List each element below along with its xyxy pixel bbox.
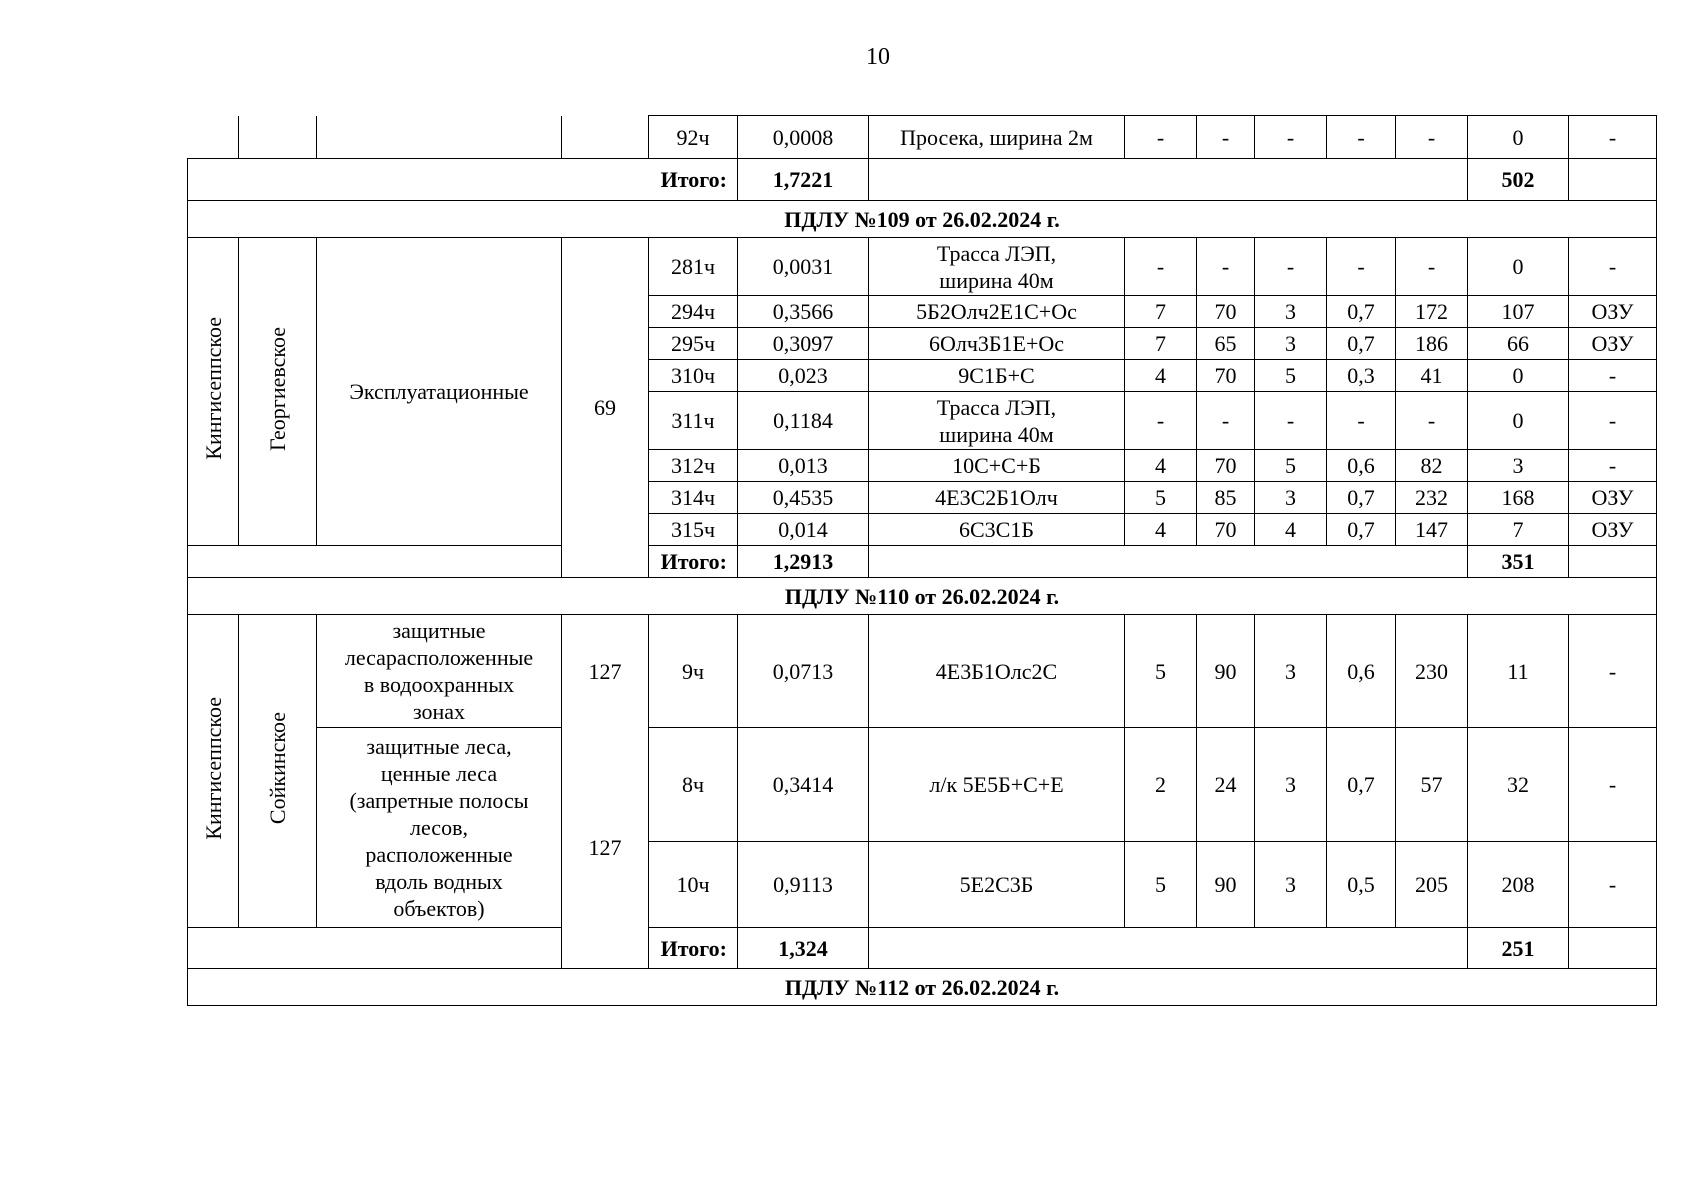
total-volume: 351	[1468, 546, 1569, 578]
table-row: 311ч 0,1184 Трасса ЛЭП, ширина 40м - - - - - 0 -	[188, 392, 1657, 450]
total-label: Итого:	[649, 546, 738, 578]
table-row: 315ч 0,014 6С3С1Б 4 70 4 0,7 147 7 ОЗУ	[188, 514, 1657, 546]
total-volume: 251	[1468, 928, 1569, 969]
composition-cell: Просека, ширина 2м	[869, 116, 1125, 159]
section-title-110: ПДЛУ №110 от 26.02.2024 г.	[188, 578, 1657, 615]
table-row: 92ч 0,0008 Просека, ширина 2м - - - - - 0 -	[188, 116, 1657, 159]
forest-table	[187, 115, 1657, 1006]
area-cell: 0,0008	[738, 116, 869, 159]
volume-cell: 0	[1468, 116, 1569, 159]
total-label: Итого:	[649, 928, 738, 969]
table-row: 314ч 0,4535 4Е3С2Б1Олч 5 85 3 0,7 232 168 ОЗУ	[188, 482, 1657, 514]
table-row: 10ч 0,9113 5Е2С3Б 5 90 3 0,5 205 208 -	[188, 842, 1657, 928]
total-area: 1,2913	[738, 546, 869, 578]
section-header	[188, 578, 1657, 615]
district-cell: Сойкинское	[239, 615, 317, 928]
table-row: защитные леса, ценные леса (запретные полосы лесов, расположенные вдоль водных объектов) 127 8ч 0,3414 л/к 5Е5Б+С+Е 2 24 3 0,7 57 32 -	[188, 728, 1657, 842]
table-row: 294ч 0,3566 5Б2Олч2Е1С+Ос 7 70 3 0,7 172 107 ОЗУ	[188, 296, 1657, 328]
table-row: 312ч 0,013 10С+С+Б 4 70 5 0,6 82 3 -	[188, 450, 1657, 482]
table-row: Кингисеппское Георгиевское Эксплуатационные 69 281ч 0,0031 Трасса ЛЭП, ширина 40м - - - - - 0 -	[188, 238, 1657, 296]
quarter-cell: 127	[562, 615, 649, 728]
quarter-cell: 69	[562, 238, 649, 578]
total-row	[188, 928, 1657, 969]
category-cell: Эксплуатационные	[317, 238, 562, 546]
total-area: 1,7221	[738, 159, 869, 201]
table-row: 310ч 0,023 9С1Б+С 4 70 5 0,3 41 0 -	[188, 360, 1657, 392]
forestry-cell: Кингисеппское	[188, 615, 239, 928]
total-area: 1,324	[738, 928, 869, 969]
quarter-cell: 127	[562, 728, 649, 969]
note-cell: -	[1569, 116, 1657, 159]
vydel-cell: 92ч	[649, 116, 738, 159]
page-number: 10	[866, 44, 890, 70]
section-title-112: ПДЛУ №112 от 26.02.2024 г.	[188, 969, 1657, 1006]
total-row	[188, 546, 1657, 578]
table-row: 295ч 0,3097 6Олч3Б1Е+Ос 7 65 3 0,7 186 66 ОЗУ	[188, 328, 1657, 360]
section-header	[188, 201, 1657, 238]
category-cell: защитные леса, ценные леса (запретные полосы лесов, расположенные вдоль водных объектов)	[317, 728, 562, 928]
total-row	[188, 159, 1657, 201]
total-label: Итого:	[188, 159, 738, 201]
total-volume: 502	[1468, 159, 1569, 201]
forestry-cell: Кингисеппское	[188, 238, 239, 546]
category-cell: защитные лесарасположенные в водоохранных зонах	[317, 615, 562, 728]
section-title-109: ПДЛУ №109 от 26.02.2024 г.	[188, 201, 1657, 238]
section-header	[188, 969, 1657, 1006]
table-row: Кингисеппское Сойкинское защитные лесарасположенные в водоохранных зонах 127 9ч 0,0713 4Е3Б1Олс2С 5 90 3 0,6 230 11 -	[188, 615, 1657, 728]
district-cell: Георгиевское	[239, 238, 317, 546]
